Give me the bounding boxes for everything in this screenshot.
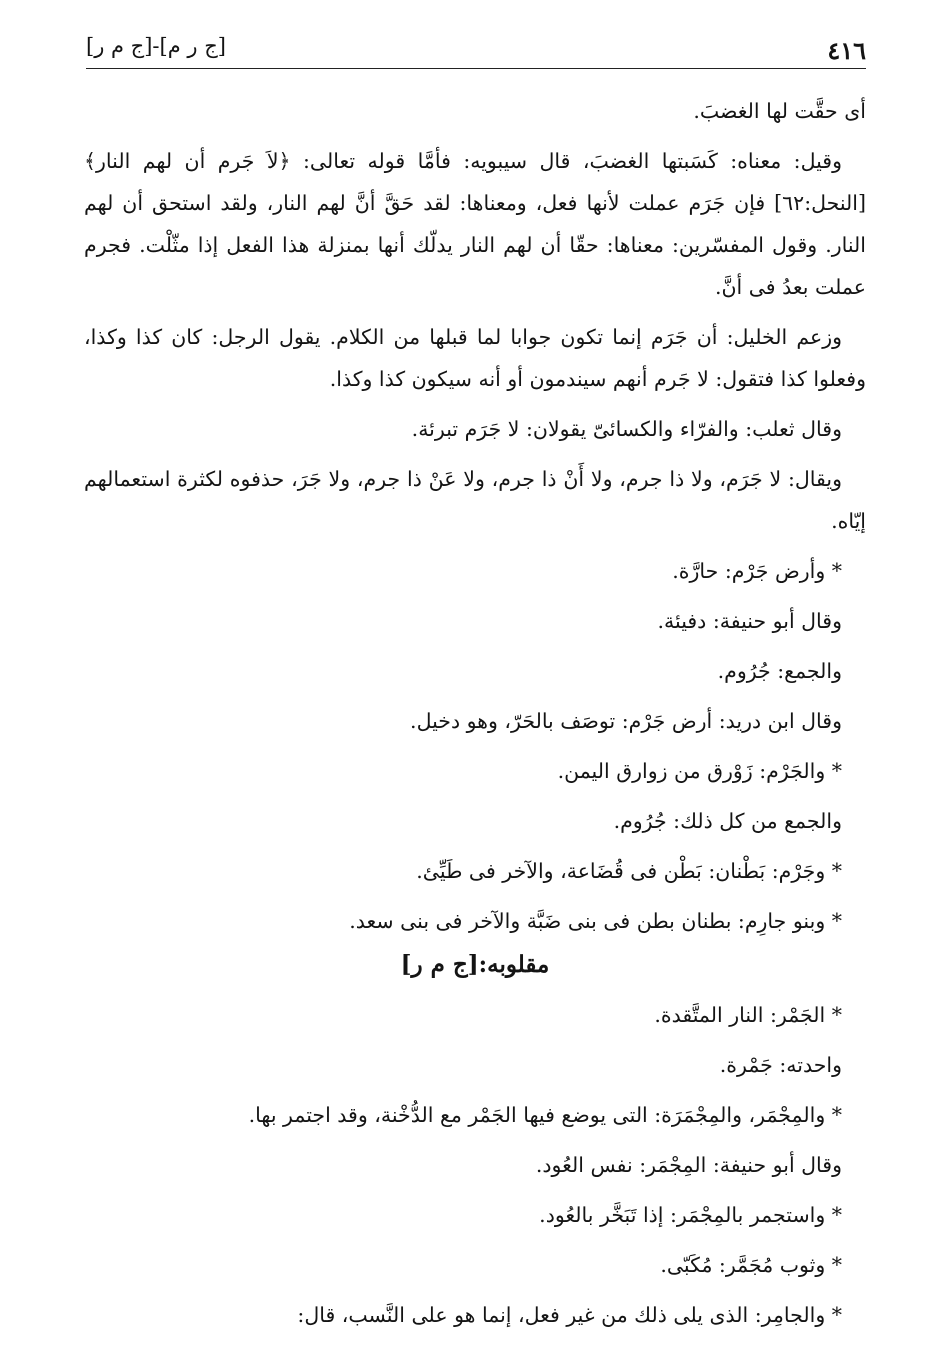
entry-line: وقال أبو حنيفة: دفيئة. (657, 609, 842, 633)
entry-line: * وبنو جارِم: بطنان بطن فى بنى ضَبَّة والآخر فى بنى سعد. (349, 909, 842, 933)
paragraph: وقال ثعلب: والفرّاء والكسائىّ يقولان: لا جَرَم تبرئة. (411, 417, 842, 441)
running-head: [ج ر م]-[ج م ر] (86, 34, 226, 58)
entry-line: * والجامِر: الذى يلى ذلك من غير فعل، إنما هو على النَّسب، قال: (297, 1303, 842, 1327)
page-body (84, 90, 866, 1336)
entry-line: * والجَرْم: زَوْرق من زوارق اليمن. (557, 759, 842, 783)
entry-line: وقال أبو حنيفة: المِجْمَر: نفس العُود. (535, 1153, 842, 1177)
entry-line: * وأرض جَرْم: حارَّة. (672, 559, 842, 583)
page-number: ٤١٦ (827, 36, 866, 65)
header-divider (86, 68, 866, 69)
entry-line: * والمِجْمَر، والمِجْمَرَة: التى يوضع فيها الجَمْر مع الدُّخْنة، وقد اجتمر بها. (248, 1103, 842, 1127)
entry-line: * الجَمْر: النار المتَّقدة. (654, 1003, 842, 1027)
paragraph: وزعم الخليل: أن جَرَم إنما تكون جوابا لما قبلها من الكلام. يقول الرجل: كان كذا وكذا، وفعلوا كذا فتقول: لا جَرم أنهم سيندمون أو أنه سيكون كذا وكذا. (84, 325, 866, 391)
paragraph: ويقال: لا جَرَم، ولا ذا جرم، ولا أَنْ ذا جرم، ولا عَنْ ذا جرم، ولا جَرَ، حذفوه لكثرة استعمالهم إيّاه. (84, 467, 866, 533)
page-header (86, 32, 866, 66)
entry-line: والجمع من كل ذلك: جُرُوم. (613, 809, 842, 833)
entry-line: * وثوب مُجَمَّر: مُكَبّى. (660, 1253, 842, 1277)
entry-line: * وجَرْم: بَطْنان: بَطْن فى قُضَاعة، والآخر فى طَيِّئ. (416, 859, 842, 883)
entry-line: * واستجمر بالمِجْمَر: إذا تَبَخَّر بالعُود. (539, 1203, 842, 1227)
paragraph: وقيل: معناه: كَسَبتها الغضبَ، قال سيبويه: فأمَّا قوله تعالى: ﴿لاَ جَرم أن لهم النار﴾ [النحل:٦٢] فإن جَرَم عملت لأنها فعل، ومعناها: لقد حَقَّ أنَّ لهم النار، ولقد استحق أن لهم النار. وقول المفسّرين: معناها: حقّا أن لهم النار يدلّك أنها بمنزلة هذا الفعل إذا مثّلْت. فجرم عملت بعدُ فى أنَّ. (84, 149, 866, 299)
entry-line: واحدته: جَمْرة. (719, 1053, 842, 1077)
paragraph: أى حقَّت لها الغضبَ. (693, 99, 866, 123)
entry-line: والجمع: جُرُوم. (717, 659, 842, 683)
entry-line: وقال ابن دريد: أرض جَرْم: توصَف بالحَرّ، وهو دخيل. (410, 709, 842, 733)
section-heading: مقلوبه:[ج م ر] (400, 951, 550, 978)
